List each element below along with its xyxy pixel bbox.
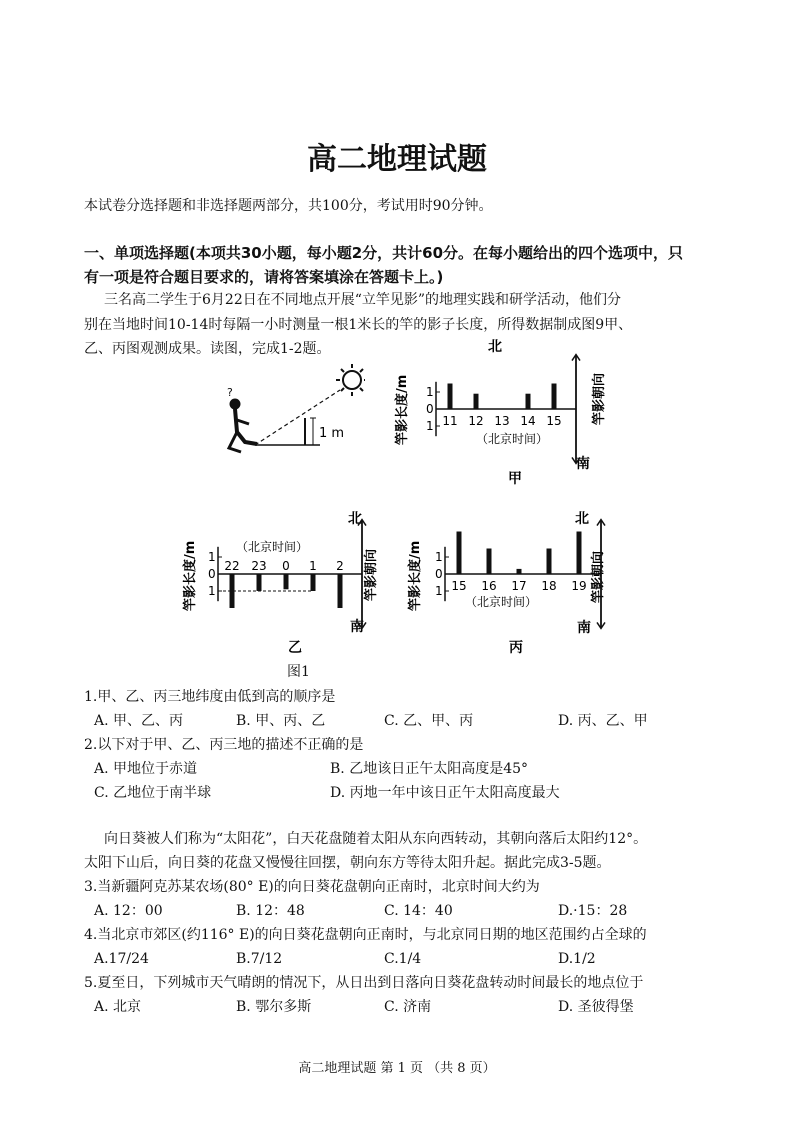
north-label: 北	[488, 339, 502, 355]
student-figure-icon	[227, 386, 257, 452]
time-label: （北京时间）	[476, 432, 549, 446]
passage1-line1: 三名高二学生于6月22日在不同地点开展“立竿见影”的地理实践和研学活动，他们分	[104, 292, 622, 308]
chart-name-yi: 乙	[288, 640, 302, 656]
q5-option-a: A. 北京	[94, 999, 142, 1015]
shadow-bar	[487, 549, 492, 575]
x-tick-label: 2	[336, 559, 344, 573]
north-label: 北	[348, 511, 362, 527]
shadow-bar	[284, 574, 289, 589]
passage1-line3: 乙、丙图观测成果。读图，完成1-2题。	[84, 341, 331, 357]
shadow-bar	[474, 394, 479, 409]
time-label: （北京时间）	[465, 595, 538, 609]
y-tick-label: 1	[208, 584, 216, 598]
x-tick-label: 17	[511, 579, 527, 593]
q2-option-c: C. 乙地位于南半球	[94, 785, 212, 801]
chart-name-jia: 甲	[508, 471, 522, 485]
south-label: 南	[350, 619, 364, 635]
time-label: （北京时间）	[236, 540, 309, 554]
y-axis-label: 竿影长度/m	[183, 540, 198, 611]
chart-bing	[403, 507, 613, 657]
x-tick-label: 1	[309, 559, 317, 573]
q4-option-a: A.17/24	[94, 951, 149, 967]
x-tick-label: 22	[224, 559, 240, 573]
q2-option-b: B. 乙地该日正午太阳高度是45°	[330, 761, 529, 777]
y-tick-label: 0	[208, 567, 216, 581]
shadow-bar	[577, 532, 582, 575]
q1-option-c: C. 乙、甲、丙	[384, 713, 474, 729]
x-tick-label: 14	[520, 414, 536, 428]
y-tick-label: 1	[208, 550, 216, 564]
q3-option-b: B. 12：48	[236, 903, 305, 919]
y-axis-label: 竿影长度/m	[408, 540, 423, 611]
q1-stem: 1.甲、乙、丙三地纬度由低到高的顺序是	[84, 689, 336, 705]
y-tick-label: 0	[426, 402, 434, 416]
y-tick-label: 1	[435, 550, 443, 564]
y-tick-label: 0	[435, 567, 443, 581]
x-tick-label: 16	[481, 579, 497, 593]
passage1-line2: 别在当地时间10-14时每隔一小时测量一根1米长的竿的影子长度，所得数据制成图9甲、	[84, 317, 633, 333]
q1-option-b: B. 甲、丙、乙	[236, 713, 326, 729]
x-tick-label: 0	[282, 559, 290, 573]
q3-option-a: A. 12：00	[94, 903, 163, 919]
sun-icon	[336, 364, 365, 396]
pole-measurement-illustration	[215, 362, 365, 472]
direction-label: 竿影朝向	[592, 372, 607, 425]
y-tick-label: 1	[426, 385, 434, 399]
q3-stem: 3.当新疆阿克苏某农场(80° E)的向日葵花盘朝向正南时，北京时间大约为	[84, 879, 540, 895]
shadow-bar	[257, 574, 262, 591]
q4-stem: 4.当北京市郊区(约116° E)的向日葵花盘朝向正南时，与北京同日期的地区范围约占全球的	[84, 927, 647, 943]
page-footer: 高二地理试题 第 1 页 （共 8 页）	[298, 1061, 496, 1076]
y-tick-label: 1	[426, 419, 434, 433]
passage2-line1: 向日葵被人们称为“太阳花”，白天花盘随着太阳从东向西转动，其朝向落后太阳约12°。	[104, 831, 648, 847]
y-axis-label: 竿影长度/m	[395, 374, 410, 445]
shadow-bar	[338, 574, 343, 608]
shadow-bar	[517, 569, 522, 574]
x-tick-label: 15	[546, 414, 562, 428]
page-title: 高二地理试题	[307, 142, 487, 177]
q5-option-b: B. 鄂尔多斯	[236, 999, 312, 1015]
chart-jia	[390, 335, 620, 485]
x-tick-label: 23	[251, 559, 267, 573]
exam-intro: 本试卷分选择题和非选择题两部分，共100分，考试用时90分钟。	[84, 198, 493, 214]
q4-option-d: D.1/2	[558, 951, 596, 967]
shadow-bar	[526, 394, 531, 409]
x-tick-label: 13	[494, 414, 510, 428]
y-tick-label: 1	[435, 584, 443, 598]
section-heading-line2: 有一项是符合题目要求的，请将答案填涂在答题卡上。)	[84, 268, 444, 286]
x-tick-label: 11	[442, 414, 458, 428]
q3-option-c: C. 14：40	[384, 903, 453, 919]
figure-caption: 图1	[287, 664, 310, 680]
direction-label: 竿影朝向	[364, 548, 379, 601]
shadow-bar	[552, 384, 557, 410]
svg-text:?: ?	[227, 386, 233, 399]
shadow-bar	[448, 384, 453, 410]
section-heading-line1: 一、单项选择题(本项共30小题，每小题2分，共计60分。在每小题给出的四个选项中，只	[84, 244, 684, 262]
north-label: 北	[575, 511, 589, 527]
x-tick-label: 12	[468, 414, 484, 428]
q1-option-a: A. 甲、乙、丙	[94, 713, 184, 729]
shadow-bar	[457, 532, 462, 575]
south-label: 南	[577, 620, 591, 636]
shadow-bar	[311, 574, 316, 591]
q2-option-d: D. 丙地一年中该日正午太阳高度最大	[330, 785, 560, 801]
x-tick-label: 18	[541, 579, 557, 593]
x-tick-label: 19	[571, 579, 587, 593]
q5-option-d: D. 圣彼得堡	[558, 999, 634, 1015]
q2-stem: 2.以下对于甲、乙、丙三地的描述不正确的是	[84, 737, 364, 753]
south-label: 南	[576, 456, 590, 472]
q5-stem: 5.夏至日，下列城市天气晴朗的情况下，从日出到日落向日葵花盘转动时间最长的地点位于	[84, 975, 644, 991]
q4-option-b: B.7/12	[236, 951, 283, 967]
q4-option-c: C.1/4	[384, 951, 422, 967]
shadow-bar	[547, 549, 552, 575]
q3-option-d: D.·15：28	[558, 903, 628, 919]
x-tick-label: 15	[451, 579, 467, 593]
passage2-line2: 太阳下山后，向日葵的花盘又慢慢往回摆，朝向东方等待太阳升起。据此完成3-5题。	[84, 855, 611, 871]
chart-yi	[178, 507, 388, 657]
direction-label: 竿影朝向	[591, 550, 606, 603]
q5-option-c: C. 济南	[384, 999, 432, 1015]
pole-length-label: 1 m	[319, 426, 345, 441]
chart-name-bing: 丙	[509, 640, 523, 656]
q2-option-a: A. 甲地位于赤道	[94, 761, 198, 777]
q1-option-d: D. 丙、乙、甲	[558, 713, 648, 729]
